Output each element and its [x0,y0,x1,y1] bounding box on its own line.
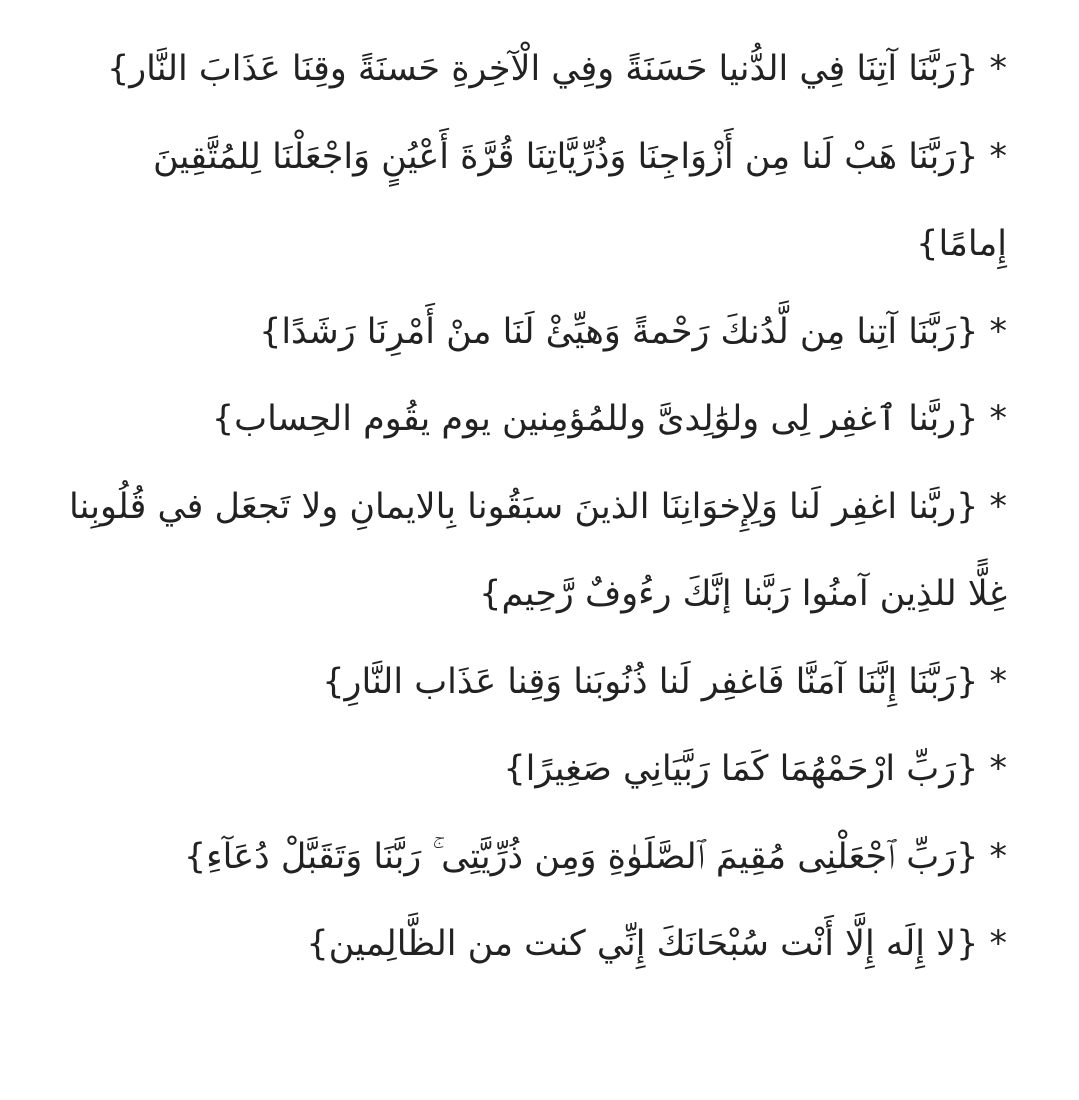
dua-item-9: * {لا إِلَه إِلَّا أَنْت سُبْحَانَكَ إِنِّي كنت من الظَّالِمين} [306,924,1007,964]
dua-list [60,26,1007,989]
dua-item-4: * {ربَّنا ٱغفِر لِى ولوَٰلِدىَّ وللمُؤمِنين يوم يقُوم الحِساب} [211,399,1007,439]
dua-item-7: * {رَبِّ ارْحَمْهُمَا كَمَا رَبَّيَانِي صَغِيرًا} [503,749,1007,789]
dua-item-5: * {ربَّنا اغفِر لَنا وَلِإِخوَانِنَا الذينَ سبَقُونا بِالايمانِ ولا تَجعَل في قُلُوبِنا غِلًّا للذِين آمنُوا رَبَّنا إنَّكَ رءُوفٌ رَّحِيم} [68,486,1007,614]
dua-item-6: * {رَبَّنَا إِنَّنَا آمَنَّا فَاغفِر لَنا ذُنُوبَنا وَقِنا عَذَاب النَّارِ} [322,661,1007,702]
dua-item-8: * {رَبِّ ٱجْعَلْنِى مُقِيمَ ٱلصَّلَوٰةِ وَمِن ذُرِّيَّتِى ۚ رَبَّنَا وَتَقَبَّلْ دُعَآءِ} [183,836,1007,877]
dua-item-1: * {رَبَّنَا آتِنَا فِي الدُّنيا حَسَنَةً وفِي الْآخِرةِ حَسنَةً وقِنَا عَذَابَ النَّار} [106,49,1007,89]
dua-item-2: * {رَبَّنَا هَبْ لَنا مِن أَزْوَاجِنَا وَذُرِّيَّاتِنَا قُرَّةَ أَعْيُنٍ وَاجْعَلْنَا لِلمُتَّقِينَ إِمامًا} [153,136,1007,264]
dua-item-3: * {رَبَّنَا آتِنا مِن لَّدُنكَ رَحْمةً وَهيِّئْ لَنَا منْ أَمْرِنَا رَشَدًا} [259,311,1007,352]
